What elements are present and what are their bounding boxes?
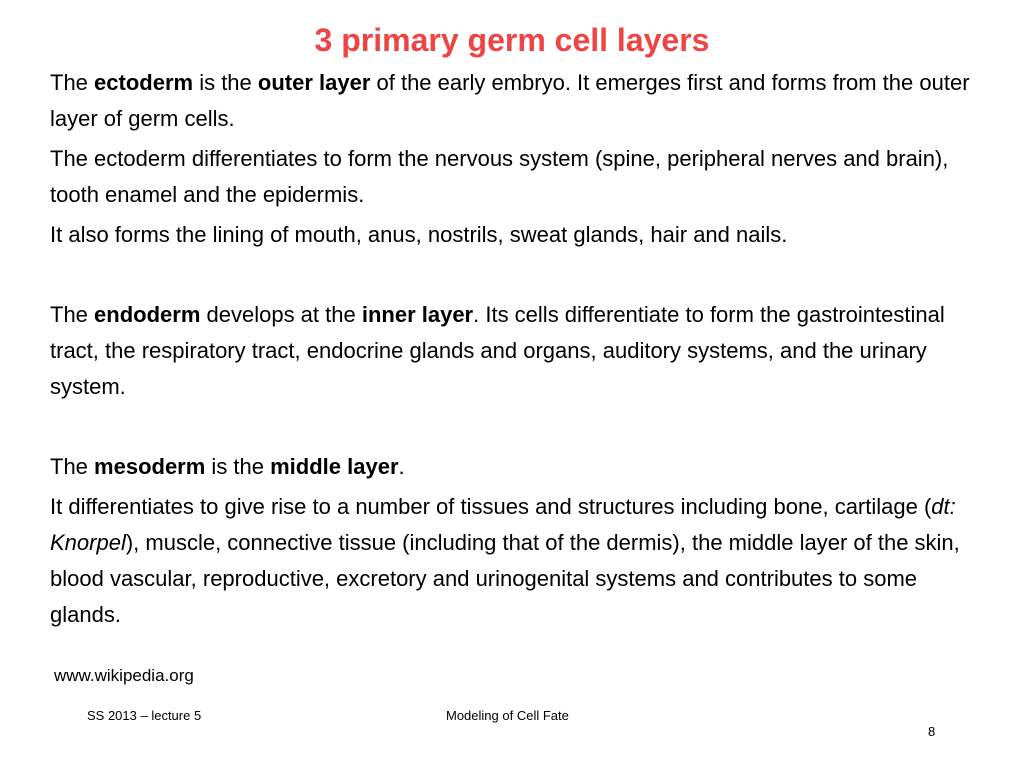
footer-course: SS 2013 – lecture 5	[87, 708, 202, 723]
footer-topic: Modeling of Cell Fate	[446, 708, 569, 723]
endoderm-term: endoderm	[94, 302, 201, 327]
endoderm-text-3: . Its cells differentiate to form the gastrointestinal tract, the respiratory tract, endocrine glands and organs, auditory systems, and the urinary system.	[50, 302, 945, 399]
outer-layer-term: outer layer	[257, 70, 371, 95]
mesoderm-diff-text-1: It differentiates to give rise to a number of tissues and structures including bone, cartilage (	[50, 494, 932, 519]
source-link[interactable]: www.wikipedia.org	[54, 666, 194, 685]
mesoderm-term: mesoderm	[94, 454, 206, 479]
ectoderm-differentiation-paragraph: The ectoderm differentiates to form the nervous system (spine, peripheral nerves and brain), tooth enamel and the epidermis.	[50, 146, 949, 207]
ectoderm-paragraph	[50, 65, 980, 137]
endoderm-text-2: develops at the	[200, 302, 362, 327]
mesoderm-text-3: .	[398, 454, 405, 479]
endoderm-paragraph	[50, 297, 980, 405]
knorpel-translation: dt: Knorpel	[50, 494, 956, 555]
ectoderm-term: ectoderm	[94, 70, 194, 95]
mesoderm-differentiation-paragraph	[50, 489, 980, 633]
mesoderm-diff-text-2: ), muscle, connective tissue (including that of the dermis), the middle layer of the skin, blood vascular, reproductive, excretory and urinogenital systems and contributes to some glands.	[50, 530, 960, 627]
page-number: 8	[928, 724, 936, 739]
ectoderm-text-1: The	[50, 70, 95, 95]
ectoderm-text-2: is the	[193, 70, 258, 95]
mesoderm-paragraph	[50, 449, 980, 485]
slide-body	[50, 65, 980, 637]
ectoderm-text-3: of the early embryo. It emerges first and forms from the outer layer of germ cells.	[50, 70, 970, 131]
middle-layer-term: middle layer	[270, 454, 399, 479]
ectoderm-lining-paragraph: It also forms the lining of mouth, anus, nostrils, sweat glands, hair and nails.	[50, 222, 788, 247]
endoderm-text-1: The	[50, 302, 95, 327]
slide-title: 3 primary germ cell layers	[314, 22, 710, 58]
mesoderm-text-2: is the	[205, 454, 271, 479]
mesoderm-text-1: The	[50, 454, 95, 479]
inner-layer-term: inner layer	[361, 302, 474, 327]
